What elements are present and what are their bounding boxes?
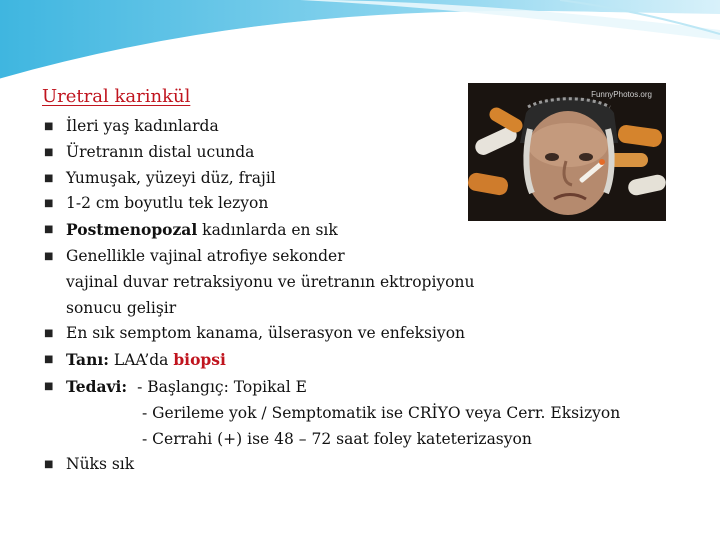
slide-title: Uretral karinkül	[42, 86, 191, 107]
elderly-woman-photo	[468, 83, 666, 221]
square-bullet-icon: ■	[44, 354, 54, 366]
list-item-recurrence: ■ Nüks sık	[42, 452, 682, 478]
photo-watermark: FunnyPhotos.org	[591, 90, 652, 99]
treatment-subline: - Gerileme yok / Semptomatik ise CRİYO veya Cerr. Eksizyon	[142, 403, 621, 422]
continuation-line: vajinal duvar retraksiyonu ve üretranın ektropiyonu	[66, 272, 475, 291]
list-item: ■ Genellikle vajinal atrofiye sekonder	[42, 244, 682, 270]
continuation-line: sonucu gelişir	[66, 298, 177, 317]
header-wave-decoration	[0, 0, 720, 92]
square-bullet-icon: ■	[44, 146, 54, 158]
square-bullet-icon: ■	[44, 380, 54, 392]
square-bullet-icon: ■	[44, 198, 54, 210]
list-item: ■ Postmenopozal kadınlarda en sık	[42, 217, 682, 244]
emphasis-text: Postmenopozal	[66, 220, 198, 240]
list-item-treatment: ■ Tedavi: - Başlangıç: Topikal E	[42, 374, 682, 401]
list-item: ■ Üretranın distal ucunda	[42, 140, 682, 166]
square-bullet-icon: ■	[44, 121, 54, 132]
square-bullet-icon: ■	[44, 224, 54, 236]
list-item: ■ Yumuşak, yüzeyi düz, frajil	[42, 166, 682, 192]
list-item: ■ 1-2 cm boyutlu tek lezyon	[42, 191, 682, 217]
list-item-symptom: ■ En sık semptom kanama, ülserasyon ve enfeksiyon	[42, 321, 682, 347]
square-bullet-icon: ■	[44, 328, 54, 340]
list-item: ■ İleri yaş kadınlarda	[42, 114, 682, 140]
treatment-subline: - Cerrahi (+) ise 48 – 72 saat foley kateterizasyon	[142, 429, 532, 448]
biopsy-highlight: biopsi	[173, 350, 226, 370]
square-bullet-icon: ■	[44, 459, 54, 471]
list-item-diagnosis: ■ Tanı: LAA’da biopsi	[42, 347, 682, 374]
square-bullet-icon: ■	[44, 250, 54, 262]
square-bullet-icon: ■	[44, 172, 54, 184]
